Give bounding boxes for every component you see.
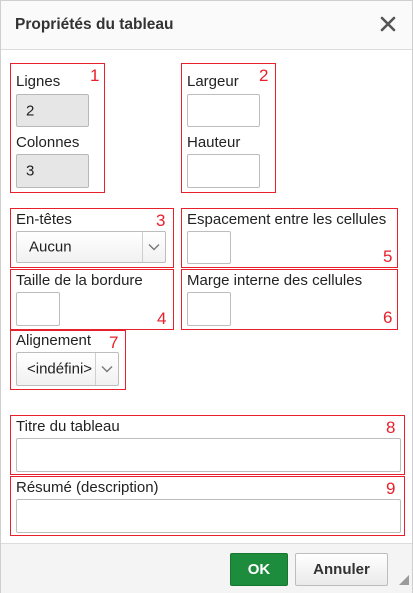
annotation-number-4: 4 <box>157 309 167 328</box>
close-icon[interactable] <box>378 14 398 34</box>
annotation-box-9 <box>10 476 405 536</box>
annotation-number-1: 1 <box>90 66 100 85</box>
annotation-number-6: 6 <box>383 308 393 327</box>
annotation-box-8 <box>10 415 405 475</box>
ok-button[interactable]: OK <box>230 553 288 586</box>
summary-label: Résumé (description) <box>16 479 159 496</box>
height-label: Hauteur <box>187 134 241 151</box>
rows-label: Lignes <box>16 73 61 90</box>
annotation-box-5 <box>181 208 398 268</box>
annotation-number-3: 3 <box>156 211 166 230</box>
headers-selected: Aucun <box>29 238 72 256</box>
columns-label: Colonnes <box>16 134 80 151</box>
alignment-selected: <indéfini> <box>27 360 93 378</box>
border-size-label: Taille de la bordure <box>16 272 143 289</box>
annotation-number-5: 5 <box>383 247 393 266</box>
dialog-title: Propriétés du tableau <box>15 16 174 33</box>
headers-label: En-têtes <box>16 211 72 228</box>
cell-spacing-label: Espacement entre les cellules <box>187 211 387 228</box>
annotation-box-3 <box>10 208 174 268</box>
cell-padding-label: Marge interne des cellules <box>187 272 363 289</box>
dialog-footer <box>1 543 412 593</box>
annotation-box-6 <box>181 269 398 330</box>
annotation-number-2: 2 <box>259 66 269 85</box>
width-label: Largeur <box>187 73 239 90</box>
columns-value: 3 <box>26 162 35 180</box>
alignment-label: Alignement <box>16 332 92 349</box>
annotation-box-4 <box>10 269 174 330</box>
caption-label: Titre du tableau <box>16 418 120 435</box>
rows-value: 2 <box>26 102 35 119</box>
annotation-number-8: 8 <box>386 418 396 437</box>
cancel-button[interactable]: Annuler <box>295 553 388 586</box>
annotation-number-7: 7 <box>109 333 119 352</box>
resize-handle-icon[interactable] <box>399 572 409 590</box>
dialog-titlebar <box>1 1 412 50</box>
annotation-number-9: 9 <box>386 479 396 498</box>
